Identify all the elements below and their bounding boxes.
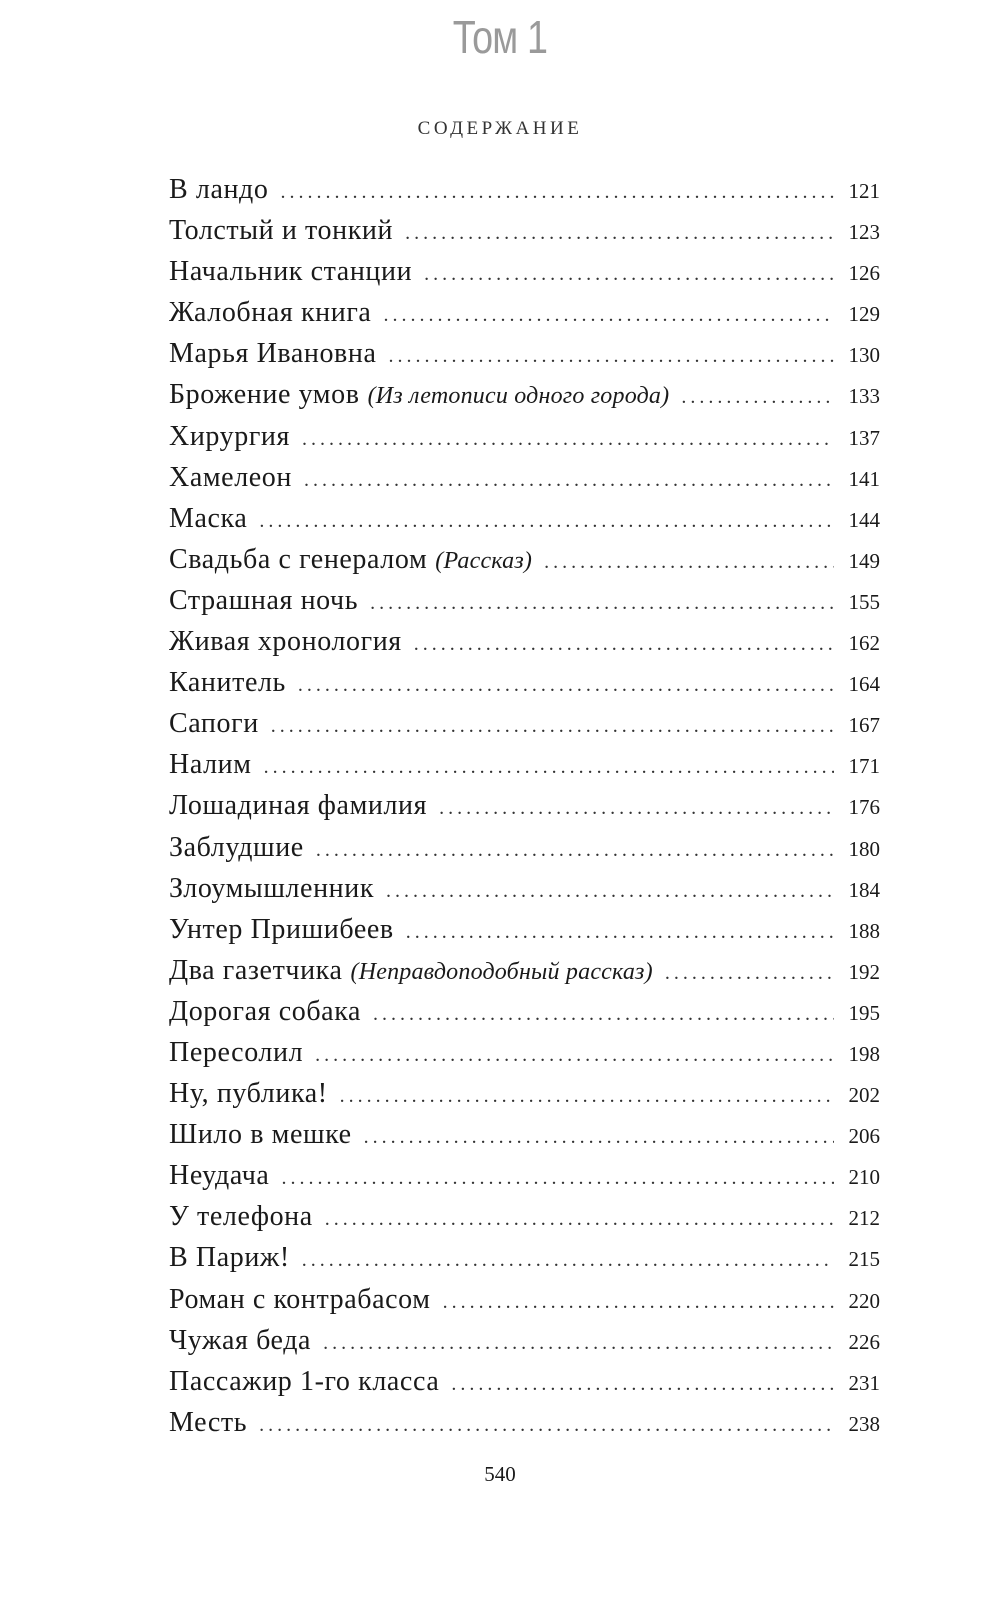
toc-entry-title-text: Брожение умов [169, 379, 360, 411]
dot-leader [281, 1158, 834, 1199]
toc-entry-page: 137 [848, 425, 880, 450]
dot-leader [383, 295, 834, 336]
toc-entry-title-text: Пересолил [169, 1036, 304, 1068]
toc-entry-page: 130 [848, 343, 880, 368]
toc-entry [169, 580, 880, 621]
dot-leader [340, 1076, 834, 1117]
toc-entry [169, 1196, 880, 1237]
toc-entry-title-text: Ну, публика! [169, 1078, 328, 1110]
toc-entry-page: 231 [848, 1370, 880, 1395]
toc-entry-title-text: Начальник станции [169, 256, 413, 288]
toc-entry-page: 155 [848, 589, 880, 614]
toc-entry [169, 785, 880, 826]
dot-leader [315, 1035, 834, 1076]
toc-entry-title [169, 909, 394, 950]
toc-entry [169, 374, 880, 415]
page-number: 540 [484, 1462, 516, 1486]
toc-entry [169, 1361, 880, 1402]
toc-entry-title [169, 1114, 352, 1155]
toc-entry-title [169, 1320, 311, 1361]
dot-leader [389, 336, 835, 377]
toc-entry-title-text: Налим [169, 749, 252, 781]
toc-entry-title-text: Шило в мешке [169, 1119, 352, 1151]
toc-entry [169, 909, 880, 950]
toc-entry [169, 251, 880, 292]
toc-entry-title [169, 1073, 328, 1114]
dot-leader [264, 747, 834, 788]
toc-entry-page: 210 [848, 1165, 880, 1190]
toc-entry-title [169, 251, 412, 292]
toc-entry [169, 950, 880, 991]
toc-entry-title-text: Канитель [169, 667, 286, 699]
toc-entry-title-text: Два газетчика [169, 954, 343, 986]
toc-entry [169, 744, 880, 785]
toc-entry-subtitle: (Рассказ) [435, 547, 533, 574]
toc-entry-page: 129 [848, 302, 880, 327]
toc-entry-title-text: Пассажир 1-го класса [169, 1365, 440, 1397]
toc-entry [169, 169, 880, 210]
toc-entry-title-text: Живая хронология [169, 626, 402, 658]
toc-entry-title-text: В Париж! [169, 1242, 290, 1274]
toc-entry [169, 292, 880, 333]
toc-entry-page: 167 [848, 713, 880, 738]
toc-entry-title [169, 1361, 439, 1402]
toc-entry-title-text: Заблудшие [169, 831, 304, 863]
toc-entry [169, 703, 880, 744]
toc-entry [169, 1237, 880, 1278]
toc-entry-page: 162 [848, 631, 880, 656]
toc-entry-page: 238 [848, 1411, 880, 1436]
toc-entry-page: 220 [848, 1288, 880, 1313]
toc-entry-page: 123 [848, 220, 880, 245]
toc-entry [169, 210, 880, 251]
toc-entry-title-text: Унтер Пришибеев [169, 913, 394, 945]
toc-entry-title [169, 169, 269, 210]
toc-entry-page: 202 [848, 1083, 880, 1108]
toc-entry-title-text: Хирургия [169, 420, 290, 452]
toc-entry [169, 1402, 880, 1443]
toc-entry [169, 416, 880, 457]
toc-entry-page: 198 [848, 1041, 880, 1066]
toc-entry-title-text: Чужая беда [169, 1324, 312, 1356]
toc-entry-title [169, 416, 290, 457]
volume-title: Том 1 [452, 11, 548, 63]
toc-entry-title [169, 210, 393, 251]
toc-entry [169, 1279, 880, 1320]
dot-leader [681, 377, 834, 418]
toc-entry [169, 1073, 880, 1114]
dot-leader [386, 871, 834, 912]
toc-entry [169, 827, 880, 868]
toc-entry-subtitle: (Неправдоподобный рассказ) [350, 958, 653, 985]
dot-leader [259, 1405, 834, 1446]
dot-leader [302, 1240, 834, 1281]
dot-leader [544, 542, 834, 583]
toc-entry [169, 868, 880, 909]
toc-entry-title-text: Месть [169, 1406, 248, 1438]
toc-entry-title [169, 457, 292, 498]
toc-entry-page: 188 [848, 918, 880, 943]
dot-leader [414, 624, 834, 665]
toc-entry [169, 1032, 880, 1073]
toc-entry [169, 333, 880, 374]
toc-entry-title-text: Лошадиная фамилия [169, 790, 428, 822]
toc-entry-page: 149 [848, 548, 880, 573]
toc-entry-title-text: Жалобная книга [169, 297, 372, 329]
dot-leader [302, 419, 834, 460]
toc-entry [169, 1114, 880, 1155]
dot-leader [665, 953, 834, 994]
toc-entry-title-text: Неудача [169, 1160, 270, 1192]
toc-entry-title-text: Дорогая собака [169, 995, 361, 1027]
section-heading: СОДЕРЖАНИЕ [417, 118, 583, 139]
dot-leader [298, 665, 834, 706]
toc-entry-subtitle: (Из летописи одного города) [367, 383, 670, 410]
toc-entry-page: 206 [848, 1124, 880, 1149]
toc-entry-title [169, 580, 358, 621]
toc-entry-page: 195 [848, 1000, 880, 1025]
toc-entry-title-text: Злоумышленник [169, 872, 375, 904]
toc-entry-page: 180 [848, 836, 880, 861]
toc-entry-title [169, 333, 377, 374]
toc-entry-page: 212 [848, 1206, 880, 1231]
dot-leader [405, 213, 834, 254]
toc-entry [169, 991, 880, 1032]
toc-entry-title [169, 950, 653, 993]
toc-entry-title-text: Роман с контрабасом [169, 1283, 431, 1315]
toc-entry-page: 215 [848, 1247, 880, 1272]
dot-leader [370, 583, 834, 624]
toc-entry-title [169, 744, 252, 785]
toc-entry-title [169, 868, 374, 909]
dot-leader [451, 1364, 834, 1405]
toc-entry [169, 539, 880, 580]
toc-entry-title [169, 621, 402, 662]
toc-entry-page: 171 [848, 754, 880, 779]
toc-entry-title [169, 785, 427, 826]
dot-leader [439, 788, 834, 829]
toc-entry [169, 1320, 880, 1361]
toc-entry-page: 133 [848, 384, 880, 409]
toc-entry-page: 126 [848, 261, 880, 286]
dot-leader [281, 172, 834, 213]
toc-entry-title [169, 1402, 247, 1443]
toc-entry-title-text: В ландо [169, 174, 269, 205]
toc-entry-title-text: Маска [169, 502, 248, 534]
dot-leader [304, 460, 834, 501]
toc-entry-page: 144 [848, 507, 880, 532]
toc-entry-title [169, 991, 361, 1032]
toc-entry-title [169, 374, 669, 417]
toc-entry-page: 226 [848, 1329, 880, 1354]
toc-entry-title-text: Сапоги [169, 708, 259, 740]
dot-leader [364, 1117, 834, 1158]
toc-entry-page: 164 [848, 672, 880, 697]
toc-entry-title [169, 703, 259, 744]
dot-leader [373, 994, 834, 1035]
toc-entry-title [169, 498, 247, 539]
dot-leader [443, 1282, 834, 1323]
dot-leader [323, 1323, 834, 1364]
dot-leader [316, 830, 834, 871]
dot-leader [271, 706, 834, 747]
toc-entry-title-text: У телефона [169, 1201, 313, 1233]
toc-entry-page: 121 [848, 179, 880, 203]
toc-entry-title [169, 1279, 431, 1320]
toc-entry-title [169, 1237, 290, 1278]
toc-entry-title [169, 292, 371, 333]
toc-entry [169, 1155, 880, 1196]
toc-entry [169, 621, 880, 662]
toc-entry-title [169, 827, 304, 868]
dot-leader [406, 912, 834, 953]
toc-entry-page: 141 [848, 466, 880, 491]
toc-entry-title [169, 539, 532, 582]
toc-entry-title-text: Толстый и тонкий [169, 215, 394, 247]
dot-leader [259, 501, 834, 542]
toc-entry-title [169, 662, 286, 703]
toc-entry-title-text: Страшная ночь [169, 584, 359, 616]
toc-entry [169, 457, 880, 498]
toc-entry-title [169, 1196, 313, 1237]
toc-entry-title-text: Хамелеон [169, 461, 292, 493]
dot-leader [424, 254, 834, 295]
toc-entry-title-text: Свадьба с генералом [169, 543, 428, 575]
toc-entry [169, 498, 880, 539]
toc-entry-title [169, 1155, 269, 1196]
toc-entry-title [169, 1032, 303, 1073]
toc-entry-page: 176 [848, 795, 880, 820]
table-of-contents [169, 169, 880, 1443]
dot-leader [325, 1199, 834, 1240]
toc-entry-title-text: Марья Ивановна [169, 338, 377, 370]
toc-entry-page: 184 [848, 877, 880, 902]
toc-entry [169, 662, 880, 703]
toc-entry-page: 192 [848, 959, 880, 984]
